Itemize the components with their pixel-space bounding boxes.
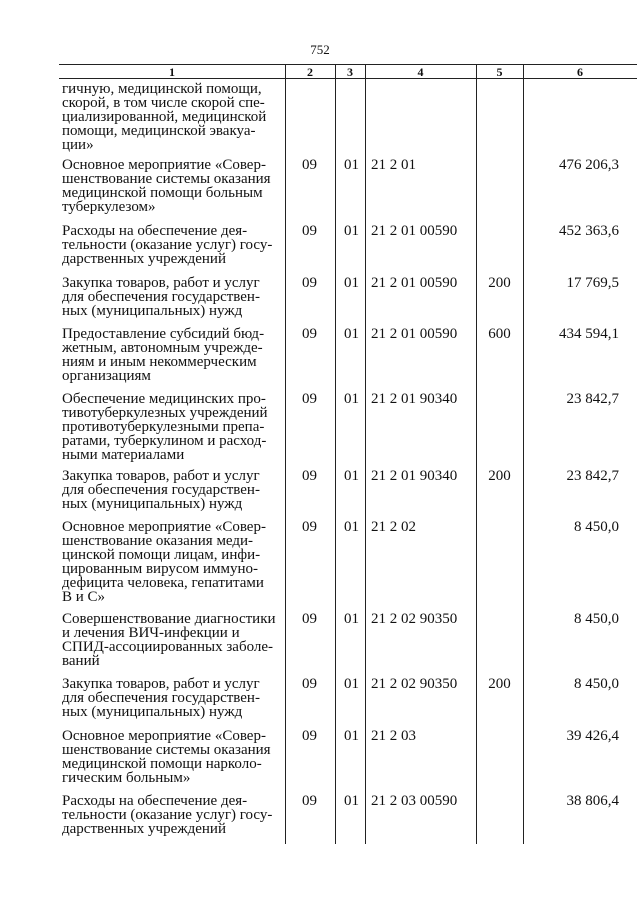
- description-line: ваний: [62, 653, 100, 669]
- section-code: 09: [302, 793, 317, 809]
- subsection-code: 01: [344, 793, 359, 809]
- section-code: 09: [302, 468, 317, 484]
- section-code: 09: [302, 676, 317, 692]
- row-description: [62, 276, 280, 318]
- page-number: 752: [310, 42, 330, 57]
- description-line: скорой, в том числе скорой спе-: [62, 95, 265, 111]
- column-divider-2: [335, 64, 336, 844]
- row-description: [62, 327, 280, 383]
- header-col-6: 6: [577, 65, 583, 79]
- section-code: 09: [302, 326, 317, 342]
- description-line: Закупка товаров, работ и услуг: [62, 676, 260, 692]
- amount: 8 450,0: [574, 519, 619, 535]
- amount: 434 594,1: [559, 326, 619, 342]
- description-line: шенствование оказания меди-: [62, 533, 254, 549]
- section-code: 09: [302, 611, 317, 627]
- row-description: [62, 392, 280, 462]
- description-line: Предоставление субсидий бюд-: [62, 326, 265, 342]
- subsection-code: 01: [344, 391, 359, 407]
- subsection-code: 01: [344, 728, 359, 744]
- expense-type-code: 200: [488, 275, 511, 291]
- description-line: дарственных учреждений: [62, 251, 226, 267]
- description-line: медицинской помощи больным: [62, 185, 263, 201]
- amount: 17 769,5: [566, 275, 619, 291]
- header-col-2: 2: [307, 65, 313, 79]
- section-code: 09: [302, 157, 317, 173]
- description-line: гическим больным»: [62, 770, 191, 786]
- row-description: [62, 224, 280, 266]
- target-article-code: 21 2 01 90340: [371, 391, 458, 407]
- row-description: [62, 612, 280, 668]
- subsection-code: 01: [344, 326, 359, 342]
- amount: 23 842,7: [566, 391, 619, 407]
- description-line: Основное мероприятие «Совер-: [62, 157, 266, 173]
- description-line: ных (муниципальных) нужд: [62, 496, 243, 512]
- expense-type-code: 200: [488, 468, 511, 484]
- description-line: для обеспечения государствен-: [62, 690, 260, 706]
- row-description: [62, 794, 280, 836]
- amount: 23 842,7: [566, 468, 619, 484]
- header-col-3: 3: [347, 65, 353, 79]
- header-col-1: 1: [169, 65, 175, 79]
- target-article-code: 21 2 02: [371, 519, 416, 535]
- row-description: [62, 520, 280, 604]
- description-line: Расходы на обеспечение дея-: [62, 793, 248, 809]
- subsection-code: 01: [344, 223, 359, 239]
- description-line: ных (муниципальных) нужд: [62, 704, 243, 720]
- description-line: Совершенствование диагностики: [62, 611, 276, 627]
- description-line: СПИД-ассоциированных заболе-: [62, 639, 274, 655]
- section-code: 09: [302, 519, 317, 535]
- column-divider-4: [476, 64, 477, 844]
- description-line: цинской помощи лицам, инфи-: [62, 547, 261, 563]
- column-divider-3: [365, 64, 366, 844]
- description-line: гичную, медицинской помощи,: [62, 81, 262, 97]
- description-line: и лечения ВИЧ-инфекции и: [62, 625, 240, 641]
- section-code: 09: [302, 728, 317, 744]
- description-line: помощи, медицинской эвакуа-: [62, 123, 256, 139]
- row-description: [62, 82, 280, 152]
- subsection-code: 01: [344, 676, 359, 692]
- description-line: ции»: [62, 137, 94, 153]
- section-code: 09: [302, 223, 317, 239]
- description-line: Закупка товаров, работ и услуг: [62, 468, 260, 484]
- expense-type-code: 200: [488, 676, 511, 692]
- description-line: дефицита человека, гепатитами: [62, 575, 264, 591]
- description-line: тельности (оказание услуг) госу-: [62, 237, 273, 253]
- description-line: Закупка товаров, работ и услуг: [62, 275, 260, 291]
- target-article-code: 21 2 01: [371, 157, 416, 173]
- description-line: цированным вирусом иммуно-: [62, 561, 259, 577]
- description-line: ратами, туберкулином и расход-: [62, 433, 267, 449]
- amount: 8 450,0: [574, 611, 619, 627]
- target-article-code: 21 2 01 00590: [371, 326, 458, 342]
- amount: 8 450,0: [574, 676, 619, 692]
- target-article-code: 21 2 03: [371, 728, 416, 744]
- description-line: шенствование системы оказания: [62, 742, 271, 758]
- row-description: [62, 677, 280, 719]
- description-line: для обеспечения государствен-: [62, 289, 260, 305]
- amount: 476 206,3: [559, 157, 619, 173]
- description-line: В и С»: [62, 589, 106, 605]
- column-divider-5: [523, 64, 524, 844]
- description-line: Основное мероприятие «Совер-: [62, 519, 266, 535]
- description-line: организациям: [62, 368, 151, 384]
- row-description: [62, 469, 280, 511]
- description-line: шенствование системы оказания: [62, 171, 271, 187]
- description-line: для обеспечения государствен-: [62, 482, 260, 498]
- target-article-code: 21 2 02 90350: [371, 676, 458, 692]
- section-code: 09: [302, 275, 317, 291]
- subsection-code: 01: [344, 157, 359, 173]
- budget-table: [59, 64, 637, 844]
- header-col-4: 4: [417, 65, 424, 79]
- row-description: [62, 158, 280, 214]
- description-line: жетным, автономным учрежде-: [62, 340, 263, 356]
- target-article-code: 21 2 01 90340: [371, 468, 458, 484]
- description-line: ниям и иным некоммерческим: [62, 354, 257, 370]
- amount: 452 363,6: [559, 223, 619, 239]
- target-article-code: 21 2 01 00590: [371, 275, 458, 291]
- description-line: туберкулезом»: [62, 199, 156, 215]
- target-article-code: 21 2 02 90350: [371, 611, 458, 627]
- description-line: дарственных учреждений: [62, 821, 226, 837]
- target-article-code: 21 2 03 00590: [371, 793, 458, 809]
- subsection-code: 01: [344, 275, 359, 291]
- subsection-code: 01: [344, 611, 359, 627]
- description-line: Основное мероприятие «Совер-: [62, 728, 266, 744]
- description-line: противотуберкулезными препа-: [62, 419, 265, 435]
- section-code: 09: [302, 391, 317, 407]
- expense-type-code: 600: [488, 326, 511, 342]
- subsection-code: 01: [344, 468, 359, 484]
- description-line: тивотуберкулезных учреждений: [62, 405, 268, 421]
- description-line: медицинской помощи нарколо-: [62, 756, 262, 772]
- column-divider-1: [285, 64, 286, 844]
- row-description: [62, 729, 280, 785]
- subsection-code: 01: [344, 519, 359, 535]
- target-article-code: 21 2 01 00590: [371, 223, 458, 239]
- header-col-5: 5: [496, 65, 503, 79]
- description-line: циализированной, медицинской: [62, 109, 267, 125]
- description-line: Расходы на обеспечение дея-: [62, 223, 248, 239]
- description-line: Обеспечение медицинских про-: [62, 391, 266, 407]
- amount: 38 806,4: [566, 793, 619, 809]
- description-line: ных (муниципальных) нужд: [62, 303, 243, 319]
- description-line: ными материалами: [62, 447, 185, 463]
- description-line: тельности (оказание услуг) госу-: [62, 807, 273, 823]
- amount: 39 426,4: [566, 728, 619, 744]
